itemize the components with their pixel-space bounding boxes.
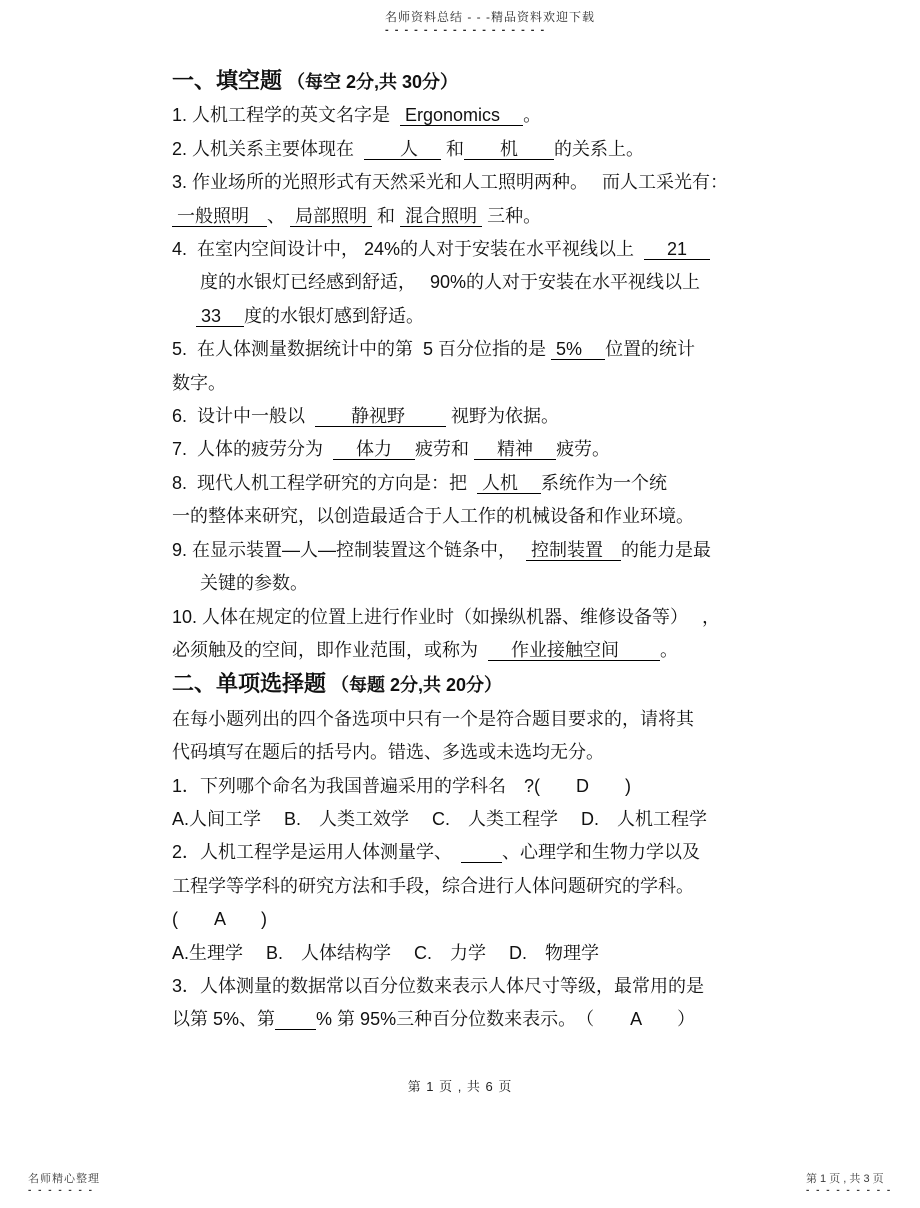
text-run: 疲劳。 [556, 439, 611, 460]
text-run: 代码填写在题后的括号内。错选、多选或未选均无分。 [172, 742, 604, 763]
text-run: 7. 人体的疲劳分为 [172, 439, 334, 460]
text-run: A.生理学 B. 人体结构学 C. 力学 D. 物理学 [172, 942, 600, 963]
text-run: 系统作为一个统 [541, 472, 668, 493]
text-run: 2. 人机关系主要体现在 [172, 138, 365, 159]
text-line [172, 99, 802, 132]
text-run: 。 [660, 639, 679, 660]
blank-answer: 控制装置 [526, 539, 622, 560]
text-line [172, 300, 802, 333]
text-run: 的关系上。 [554, 138, 645, 159]
text-line [172, 400, 802, 433]
blank-answer: 33 [196, 305, 245, 326]
page-number-footer: 第 1 页 , 共 6 页 [407, 1079, 513, 1094]
text-line [172, 333, 802, 366]
text-run: 1. 人机工程学的英文名字是 [172, 105, 401, 126]
text-run: 视野为依据。 [446, 406, 560, 427]
text-run: 位置的统计 [605, 339, 696, 360]
text-run: 三种。 [482, 205, 542, 226]
text-run: 、 [267, 205, 291, 226]
text-run: 10. 人体在规定的位置上进行作业时（如操纵机器、维修设备等） ， [172, 606, 721, 627]
blank-answer [275, 1009, 316, 1030]
text-run: 2．人机工程学是运用人体测量学、 [172, 842, 462, 863]
bottom-right-page-number: 第 1 页 , 共 3 页 [806, 1173, 884, 1185]
blank-answer: 一般照明 [172, 205, 268, 226]
text-run: 工程学等学科的研究方法和手段，综合进行人体问题研究的学科。 [172, 875, 694, 896]
text-run: 疲劳和 [415, 439, 475, 460]
text-line [172, 634, 802, 667]
text-run: 度的水银灯感到舒适。 [244, 305, 425, 326]
blank-answer: Ergonomics [400, 105, 524, 126]
blank-answer [461, 842, 502, 863]
text-run: ( A ) [172, 909, 268, 930]
text-line [172, 703, 802, 736]
blank-answer: 机 [464, 138, 555, 159]
document-body [172, 64, 802, 1037]
text-line [172, 367, 802, 400]
text-line [172, 803, 802, 836]
text-run: 以第 5%、第 [172, 1009, 276, 1030]
text-run: A.人间工学 B. 人类工效学 C. 人类工程学 D. 人机工程学 [172, 808, 708, 829]
blank-answer: 混合照明 [400, 205, 483, 226]
text-run: 数字。 [172, 372, 226, 393]
text-run: 5. 在人体测量数据统计中的第 5 百分位指的是 [172, 339, 552, 360]
text-run: 3．人体测量的数据常以百分位数来表示人体尺寸等级，最常用的是 [172, 975, 705, 996]
blank-answer: 精神 [474, 439, 557, 460]
bottom-right-dotted-line: - - - - - - - - - [806, 1185, 893, 1196]
text-run: 8. 现代人机工程学研究的方向是：把 [172, 472, 478, 493]
bottom-left-watermark-text: 名师精心整理 [28, 1173, 100, 1185]
text-run: 。 [523, 105, 542, 126]
text-line [172, 133, 802, 166]
text-run: 4. 在室内空间设计中， 24%的人对于安装在水平视线以上 [172, 239, 645, 260]
text-line [172, 736, 802, 769]
text-line [172, 534, 802, 567]
blank-answer: 人机 [477, 472, 542, 493]
text-run: 3. 作业场所的光照形式有天然采光和人工照明两种。 而人工采光有： [172, 172, 729, 193]
section-heading [172, 667, 802, 702]
text-line [172, 433, 802, 466]
blank-answer: 静视野 [315, 406, 447, 427]
heading-score-note: （每空 2分,共 30分） [282, 72, 459, 92]
heading-score-note: （每题 2分,共 20分） [326, 675, 503, 696]
text-line [172, 836, 802, 869]
text-line [172, 870, 802, 903]
blank-answer: 局部照明 [290, 205, 373, 226]
top-watermark-text: 名师资料总结 - - -精品资料欢迎下载 [385, 10, 595, 24]
text-line [172, 200, 802, 233]
top-dotted-line: - - - - - - - - - - - - - - - - - [385, 24, 546, 36]
text-line [172, 1003, 802, 1036]
blank-answer: 5% [551, 339, 606, 360]
text-run: 和 [441, 138, 465, 159]
section-heading [172, 64, 802, 99]
blank-answer: 作业接触空间 [488, 639, 661, 660]
text-run: 关键的参数。 [200, 573, 308, 594]
text-line [172, 500, 802, 533]
blank-answer: 21 [644, 239, 711, 260]
text-run: 必须触及的空间，即作业范围，或称为 [172, 639, 489, 660]
text-run: 9. 在显示装置—人—控制装置这个链条中， [172, 539, 527, 560]
text-line [172, 567, 802, 600]
text-line [172, 903, 802, 936]
text-line [172, 233, 802, 266]
text-line [172, 770, 802, 803]
text-run: 1．下列哪个命名为我国普遍采用的学科名 ?( D ) [172, 775, 632, 796]
text-run: 、心理学和生物力学以及 [502, 842, 701, 863]
heading-title: 二、单项选择题 [172, 671, 327, 697]
blank-answer: 人 [364, 138, 442, 159]
text-run: 度的水银灯已经感到舒适， 90%的人对于安装在水平视线以上 [200, 272, 701, 293]
text-run: 6. 设计中一般以 [172, 406, 316, 427]
text-line [172, 467, 802, 500]
heading-title: 一、填空题 [172, 68, 283, 93]
text-run: 和 [372, 205, 401, 226]
text-line [172, 266, 802, 299]
text-run: 在每小题列出的四个备选项中只有一个是符合题目要求的，请将其 [172, 708, 694, 729]
text-run: 一的整体来研究，以创造最适合于人工作的机械设备和作业环境。 [172, 506, 694, 527]
text-run: % 第 95%三种百分位数来表示。 （ A ） [316, 1009, 696, 1030]
text-line [172, 937, 802, 970]
blank-answer: 体力 [333, 439, 416, 460]
text-line [172, 601, 802, 634]
bottom-left-dotted-line: - - - - - - - [28, 1185, 94, 1196]
text-line [172, 970, 802, 1003]
text-line [172, 166, 802, 199]
text-run: 的能力是最 [621, 539, 712, 560]
